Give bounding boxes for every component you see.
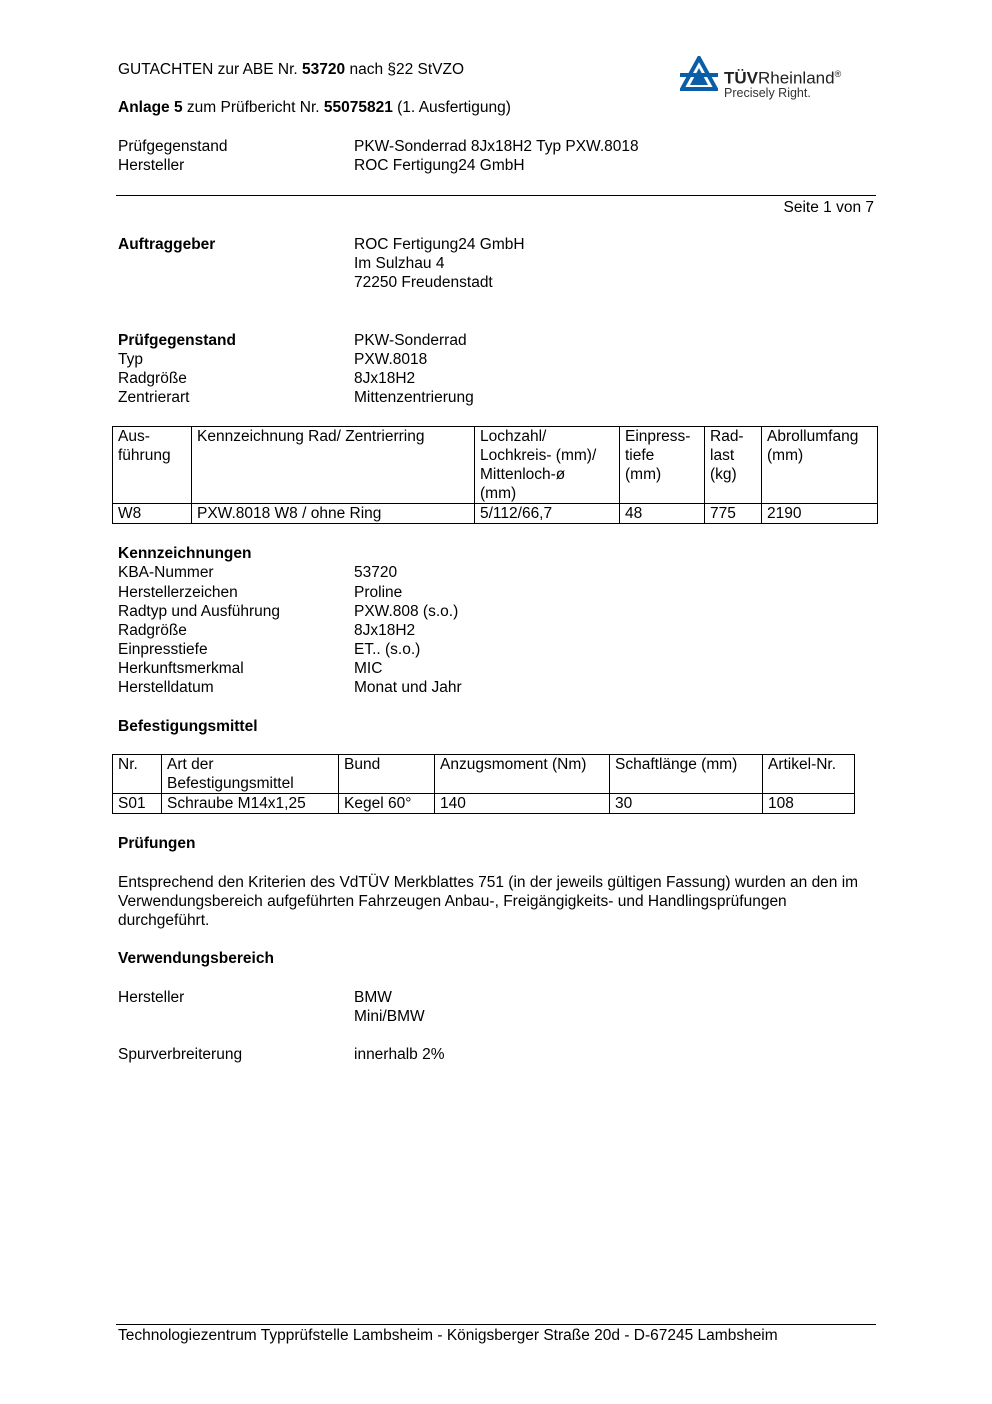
cell-artikel: 108 [763, 794, 855, 814]
page-number: Seite 1 von 7 [783, 199, 874, 216]
spur-value: innerhalb 2% [354, 1046, 445, 1063]
header-annex: Anlage 5 zum Prüfbericht Nr. 55075821 (1. Ausfertigung) [118, 99, 511, 116]
header-pruefgegenstand-value: PKW-Sonderrad 8Jx18H2 Typ PXW.8018 [354, 138, 639, 155]
pruefgegenstand-value: PKW-Sonderrad [354, 332, 467, 349]
th-schaftlaenge: Schaftlänge (mm) [610, 755, 763, 794]
fastener-table [112, 754, 855, 814]
th-radlast: Rad- last (kg) [705, 427, 762, 504]
table-header-row [113, 755, 855, 794]
radgroesse-label: Radgröße [118, 370, 187, 387]
herstellerzeichen-label: Herstellerzeichen [118, 584, 238, 601]
th-ausfuehrung: Aus- führung [113, 427, 192, 504]
radgroesse2-value: 8Jx18H2 [354, 622, 416, 639]
auftraggeber-address: ROC Fertigung24 GmbH Im Sulzhau 4 72250 Freudenstadt [354, 236, 525, 291]
th-kennzeichnung: Kennzeichnung Rad/ Zentrierring [192, 427, 475, 504]
vb-hersteller-label: Hersteller [118, 989, 185, 1006]
befestigungsmittel-title: Befestigungsmittel [118, 718, 258, 735]
header-pruefgegenstand-label: Prüfgegenstand [118, 138, 228, 155]
cell-einpresstiefe: 48 [620, 504, 705, 524]
header-hersteller-label: Hersteller [118, 157, 185, 174]
footer-text: Technologiezentrum Typprüfstelle Lambsheim - Königsberger Straße 20d - D-67245 Lambsheim [118, 1327, 778, 1344]
cell-abrollumfang: 2190 [762, 504, 878, 524]
header-hersteller-value: ROC Fertigung24 GmbH [354, 157, 525, 174]
logo-tagline: Precisely Right. [724, 86, 811, 100]
einpresstiefe-label: Einpresstiefe [118, 641, 208, 658]
radgroesse2-label: Radgröße [118, 622, 187, 639]
cell-kennzeichnung: PXW.8018 W8 / ohne Ring [192, 504, 475, 524]
herkunft-label: Herkunftsmerkmal [118, 660, 244, 677]
th-abrollumfang: Abrollumfang (mm) [762, 427, 878, 504]
cell-radlast: 775 [705, 504, 762, 524]
wheel-table [112, 426, 878, 524]
th-einpresstiefe: Einpress- tiefe (mm) [620, 427, 705, 504]
pruefungen-title: Prüfungen [118, 835, 196, 852]
kba-value: 53720 [354, 564, 398, 581]
table-row [113, 794, 855, 814]
kba-label: KBA-Nummer [118, 564, 214, 581]
herstelldatum-value: Monat und Jahr [354, 679, 462, 696]
herstellerzeichen-value: Proline [354, 584, 403, 601]
pruefgegenstand-label: Prüfgegenstand [118, 332, 236, 349]
th-bund: Bund [339, 755, 435, 794]
logo-brand: TÜVRheinland® [724, 68, 842, 88]
footer-divider [116, 1324, 876, 1325]
herkunft-value: MIC [354, 660, 383, 677]
typ-value: PXW.8018 [354, 351, 428, 368]
header-title: GUTACHTEN zur ABE Nr. 53720 nach §22 StVZO [118, 61, 465, 78]
table-row [113, 504, 878, 524]
einpresstiefe-value: ET.. (s.o.) [354, 641, 421, 658]
th-nr: Nr. [113, 755, 162, 794]
cell-nr: S01 [113, 794, 162, 814]
radgroesse-value: 8Jx18H2 [354, 370, 416, 387]
cell-lochzahl: 5/112/66,7 [475, 504, 620, 524]
pruefungen-text: Entsprechend den Kriterien des VdTÜV Merkblattes 751 (in der jeweils gültigen Fassung) wurden an den im Verwendungsbereich aufgeführten Fahrzeugen Anbau-, Freigängigkeits- und Handlingsprüfungen durchgeführt. [118, 874, 859, 929]
kennzeichnungen-title: Kennzeichnungen [118, 545, 252, 562]
cell-schaftlaenge: 30 [610, 794, 763, 814]
vb-hersteller-values: BMW Mini/BMW [354, 989, 425, 1025]
auftraggeber-label: Auftraggeber [118, 236, 216, 253]
spur-label: Spurverbreiterung [118, 1046, 243, 1063]
tuv-logo [680, 54, 870, 104]
radtyp-label: Radtyp und Ausführung [118, 603, 281, 620]
cell-anzugsmoment: 140 [435, 794, 610, 814]
typ-label: Typ [118, 351, 143, 368]
zentrierart-label: Zentrierart [118, 389, 190, 406]
radtyp-value: PXW.808 (s.o.) [354, 603, 459, 620]
cell-art: Schraube M14x1,25 [162, 794, 339, 814]
cell-ausfuehrung: W8 [113, 504, 192, 524]
header-divider [116, 195, 876, 196]
cell-bund: Kegel 60° [339, 794, 435, 814]
herstelldatum-label: Herstelldatum [118, 679, 214, 696]
th-artikel: Artikel-Nr. [763, 755, 855, 794]
table-header-row [113, 427, 878, 504]
th-anzugsmoment: Anzugsmoment (Nm) [435, 755, 610, 794]
tuv-triangle-icon [680, 56, 718, 92]
th-art: Art der Befestigungsmittel [162, 755, 339, 794]
zentrierart-value: Mittenzentrierung [354, 389, 474, 406]
verwendungsbereich-title: Verwendungsbereich [118, 950, 274, 967]
th-lochzahl: Lochzahl/ Lochkreis- (mm)/ Mittenloch-ø (mm) [475, 427, 620, 504]
